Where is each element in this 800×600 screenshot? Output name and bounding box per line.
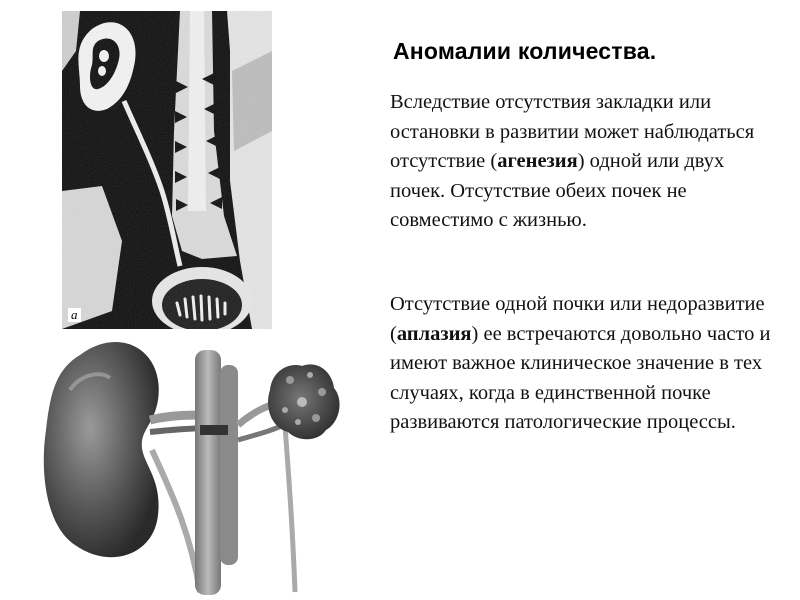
slide-title: Аномалии количества. xyxy=(393,38,657,64)
xray-single-kidney-image xyxy=(62,11,272,329)
xray-image xyxy=(62,11,272,329)
paragraph-aplasia xyxy=(390,290,778,438)
paragraph-text: ) ее встречаются довольно часто и имеют важное клиническое значение в тех случаях, когда в единственной почке развиваются патологические процессы. xyxy=(390,322,771,433)
paragraph-agenesis xyxy=(390,88,778,236)
figure-label: а xyxy=(68,308,81,322)
term-aplasia: аплазия xyxy=(396,322,472,345)
term-agenesis: агенезия xyxy=(497,150,578,172)
paragraph-text: Отсутствие одной почки или недоразвитие ( xyxy=(390,293,765,345)
kidney-anatomy-illustration xyxy=(40,330,360,595)
paragraph-text: Вследствие отсутствия закладки или остановки в развитии может наблюдаться отсутствие ( xyxy=(390,91,755,172)
kidney-illustration xyxy=(40,330,360,595)
paragraph-text: ) одной или двух почек. Отсутствие обеих почек не совместимо с жизнью. xyxy=(390,150,725,231)
